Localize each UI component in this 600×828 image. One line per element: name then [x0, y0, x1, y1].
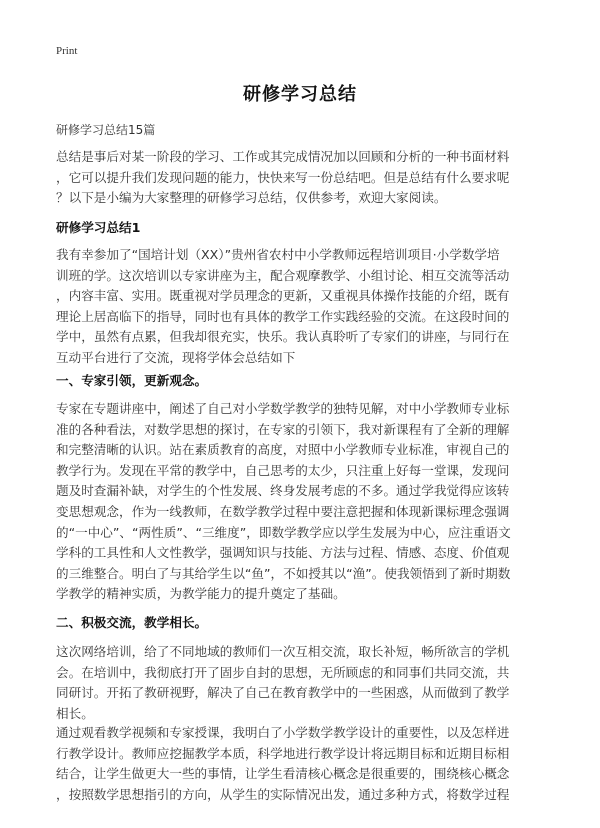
text-line: 训班的学。这次培训以专家讲座为主，配合观摩教学、小组讨论、相互交流等活动: [56, 267, 510, 283]
paragraph-teaching-design: [56, 723, 546, 805]
text-line: 准的各种看法，对数学思想的探讨，在专家的引领下，我对新课程有了全新的理解: [56, 421, 510, 437]
document-subtitle: 研修学习总结15篇: [56, 123, 156, 137]
text-line: 相长。: [56, 705, 94, 721]
text-line: ？以下是小编为大家整理的研修学习总结，仅供参考，欢迎大家阅读。: [56, 190, 447, 206]
text-line: 同研讨。开拓了教研视野，解决了自己在教育教学中的一些困惑，从而做到了教学: [56, 685, 510, 701]
text-line: 通过观看教学视频和专家授课，我明白了小学数学教学设计的重要性，以及怎样进: [56, 725, 510, 740]
text-line: 学科的工具性和人文性教学，强调知识与技能、方法与过程、情感、态度、价值观: [56, 545, 510, 561]
print-label: Print: [56, 45, 78, 57]
heading-active-exchange: 二、积极交流，教学相长。: [56, 615, 208, 630]
text-line: 学教学的精神实质，为教学能力的提升奠定了基础。: [56, 586, 346, 602]
text-line: ，内容丰富、实用。既重视对学员理念的更新，又重视具体操作技能的介绍，既有: [56, 288, 510, 304]
text-line: 和完整清晰的认识。站在素质教育的高度，对照中小学教师专业标准，审视自己的: [56, 442, 510, 458]
section1-paragraph: [56, 245, 546, 369]
text-line: 题及时查漏补缺，对学生的个性发展、终身发展考虑的不多。通过学我觉得应该转: [56, 483, 510, 499]
text-line: 会。在培训中，我彻底打开了固步自封的思想，无所顾虑的和同事们共同交流，共: [56, 664, 510, 680]
text-line: 专家在专题讲座中，阐述了自己对小学数学教学的独特见解，对中小学教师专业标: [56, 401, 510, 416]
text-line: 我有幸参加了“国培计划（XX）”贵州省农村中小学教师远程培训项目·小学数学培: [56, 247, 500, 262]
text-line: ，按照数学思想指引的方向，从学生的实际情况出发，通过多种方式，将数学过程: [56, 786, 510, 802]
text-line: 的“一中心”、“两性质”、“三维度”，即数学教学应以学生发展为中心，应注重语文: [56, 524, 511, 540]
paragraph-active-exchange: [56, 642, 546, 724]
text-line: 学中，虽然有点累，但我却很充实，快乐。我认真聆听了专家们的讲座，与同行在: [56, 329, 510, 345]
text-line: 教学行为。发现在平常的教学中，自己思考的太少，只注重上好每一堂课，发现问: [56, 462, 510, 478]
text-line: 行教学设计。教师应挖掘教学本质，科学地进行教学设计将远期目标和近期目标相: [56, 745, 510, 761]
intro-paragraph: [56, 147, 546, 209]
text-line: 的三维整合。明白了与其给学生以“鱼”，不如授其以“渔”。使我领悟到了新时期数: [56, 565, 511, 581]
text-line: 理论上居高临下的指导，同时也有具体的教学工作实践经验的交流。在这段时间的: [56, 308, 510, 324]
text-line: 结合，让学生做更大一些的事情，让学生看清核心概念是很重要的，围绕核心概念: [56, 766, 510, 782]
text-line: 互动平台进行了交流，现将学体会总结如下: [56, 349, 296, 365]
text-line: 变思想观念，作为一线教师，在数学教学过程中要注意把握和体现新课标理念强调: [56, 503, 510, 519]
text-line: ，它可以提升我们发现问题的能力，快快来写一份总结吧。但是总结有什么要求呢: [56, 169, 510, 185]
text-line: 这次网络培训，给了不同地域的教师们一次互相交流，取长补短，畅所欲言的学机: [56, 644, 510, 659]
page-title: 研修学习总结: [243, 84, 357, 105]
section-title: 研修学习总结1: [56, 220, 141, 235]
text-line: 总结是事后对某一阶段的学习、工作或其完成情况加以回顾和分析的一种书面材料: [56, 149, 510, 164]
paragraph-expert-guidance: [56, 399, 546, 605]
heading-expert-guidance: 一、专家引领，更新观念。: [56, 373, 208, 388]
